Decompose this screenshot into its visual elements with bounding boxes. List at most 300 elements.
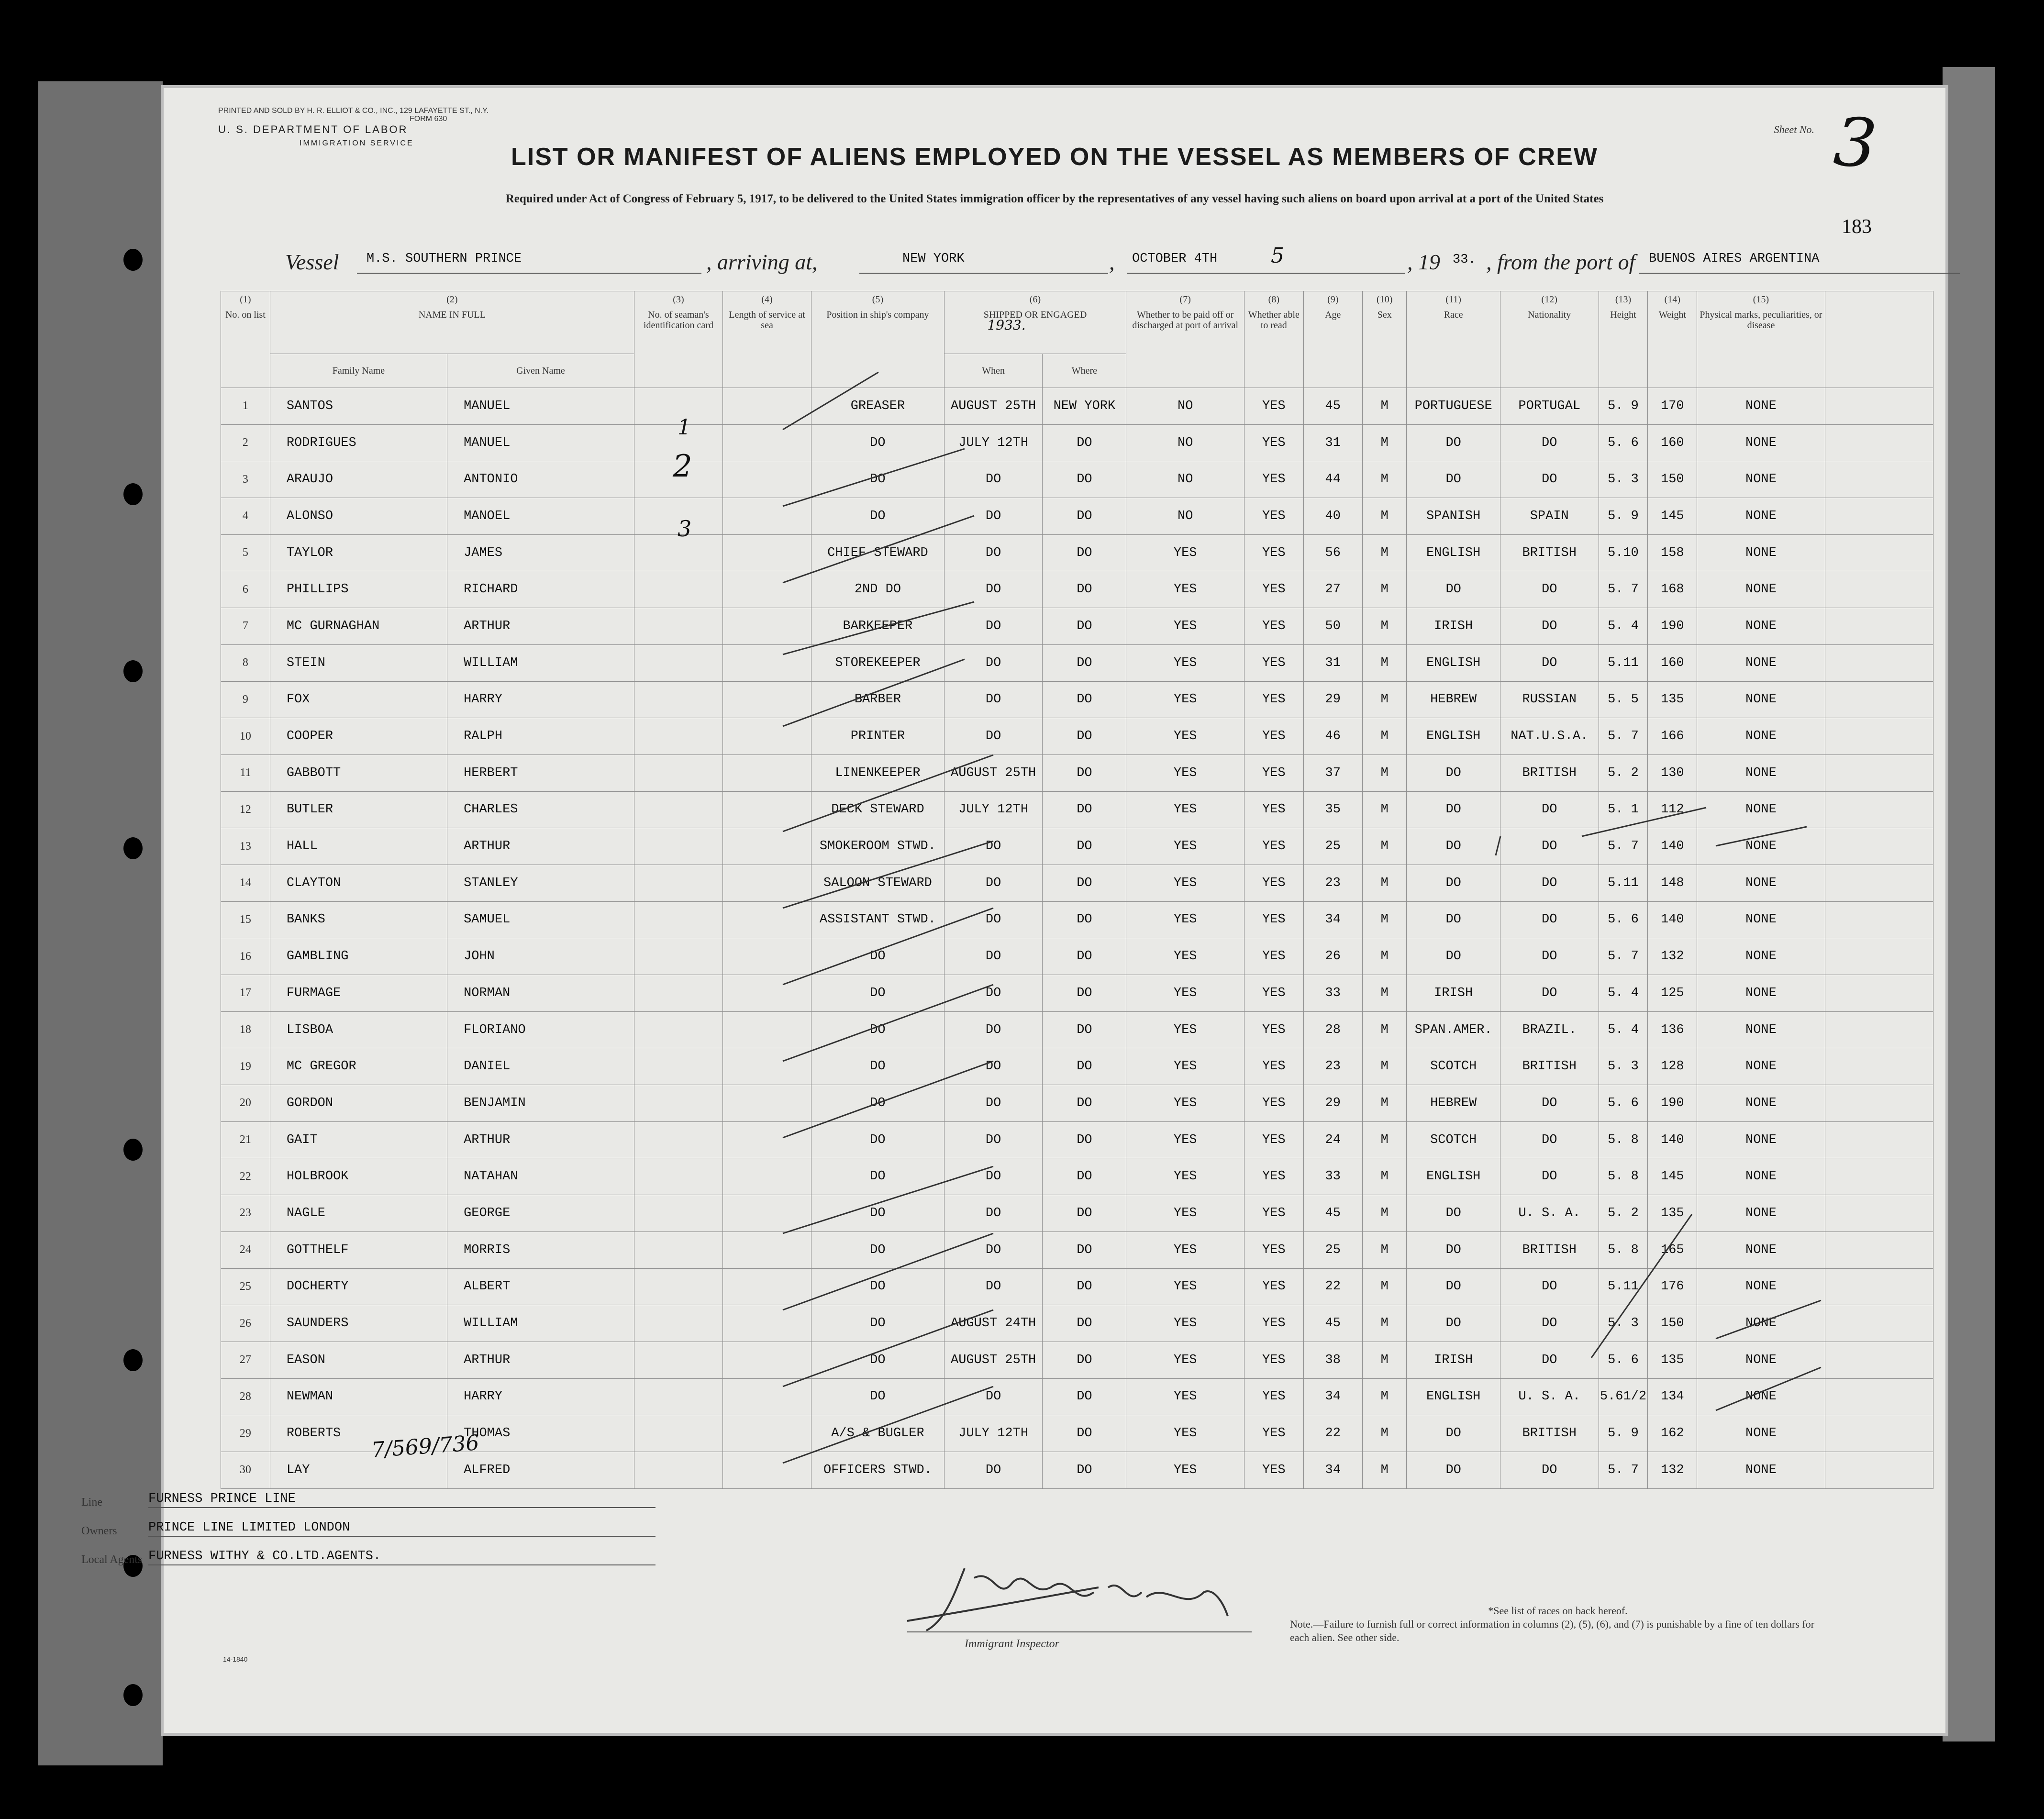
physical-marks-cell: NONE — [1697, 498, 1825, 535]
shipped-when-cell: DO — [944, 681, 1043, 718]
height-cell: 5. 6 — [1599, 901, 1648, 938]
shipped-where-cell: DO — [1043, 718, 1126, 755]
weight-cell: 140 — [1648, 1121, 1697, 1158]
age-cell: 23 — [1303, 865, 1362, 901]
position-cell: DO — [811, 1268, 944, 1305]
race-cell: PORTUGUESE — [1407, 388, 1500, 425]
race-cell: HEBREW — [1407, 681, 1500, 718]
weight-cell: 135 — [1648, 681, 1697, 718]
position-cell: LINENKEEPER — [811, 754, 944, 791]
line-value: FURNESS PRINCE LINE — [148, 1492, 296, 1506]
given-name-cell: ARTHUR — [447, 608, 634, 645]
able-read-cell: YES — [1244, 1452, 1303, 1488]
sex-cell: M — [1362, 534, 1407, 571]
paid-off-cell: YES — [1126, 754, 1244, 791]
able-read-cell: YES — [1244, 828, 1303, 865]
sheet-number-label: Sheet No. — [1774, 123, 1814, 135]
paid-off-cell: YES — [1126, 1158, 1244, 1195]
shipped-where-cell: DO — [1043, 1048, 1126, 1085]
header-length-service: Length of service at sea — [723, 308, 811, 388]
family-name-cell: PHILLIPS — [270, 571, 447, 608]
race-cell: HEBREW — [1407, 1085, 1500, 1122]
race-cell: SPAN.AMER. — [1407, 1011, 1500, 1048]
physical-marks-cell: NONE — [1697, 608, 1825, 645]
shipped-where-cell: DO — [1043, 901, 1126, 938]
height-cell: 5. 7 — [1599, 938, 1648, 975]
shipped-when-cell: JULY 12TH — [944, 791, 1043, 828]
position-cell: SALOON STEWARD — [811, 865, 944, 901]
weight-cell: 190 — [1648, 608, 1697, 645]
paid-off-cell: YES — [1126, 1195, 1244, 1232]
nationality-cell: DO — [1500, 901, 1599, 938]
physical-marks-cell: NONE — [1697, 461, 1825, 498]
given-name-cell: THOMAS — [447, 1415, 634, 1452]
weight-cell: 140 — [1648, 828, 1697, 865]
header-shipped-label: SHIPPED OR ENGAGED — [983, 310, 1087, 320]
given-name-cell: GEORGE — [447, 1195, 634, 1232]
sex-cell: M — [1362, 718, 1407, 755]
race-cell: DO — [1407, 1231, 1500, 1268]
race-cell: DO — [1407, 791, 1500, 828]
given-name-cell: ARTHUR — [447, 1121, 634, 1158]
row-number-cell: 15 — [221, 901, 270, 938]
physical-marks-cell: NONE — [1697, 1231, 1825, 1268]
age-cell: 31 — [1303, 644, 1362, 681]
row-number-cell: 2 — [221, 424, 270, 461]
col-number: (3) — [634, 291, 722, 308]
paid-off-cell: YES — [1126, 1305, 1244, 1342]
given-name-cell: MANUEL — [447, 424, 634, 461]
paid-off-cell: YES — [1126, 1342, 1244, 1378]
punch-hole — [123, 837, 143, 859]
paid-off-cell: NO — [1126, 461, 1244, 498]
able-read-cell: YES — [1244, 1378, 1303, 1415]
family-name-cell: FURMAGE — [270, 975, 447, 1012]
shipped-when-cell: DO — [944, 534, 1043, 571]
card-mark-1: 1 — [678, 415, 691, 440]
shipped-when-cell: DO — [944, 571, 1043, 608]
height-cell: 5. 6 — [1599, 424, 1648, 461]
header-when: When — [944, 354, 1043, 388]
shipped-when-cell: DO — [944, 718, 1043, 755]
position-cell: DO — [811, 1085, 944, 1122]
shipped-where-cell: DO — [1043, 1158, 1126, 1195]
sex-cell: M — [1362, 681, 1407, 718]
from-port-label: , from the port of — [1486, 250, 1635, 274]
position-cell: DO — [811, 938, 944, 975]
family-name-cell: RODRIGUES — [270, 424, 447, 461]
line-label: Line — [81, 1496, 102, 1508]
race-cell: DO — [1407, 901, 1500, 938]
punch-hole — [123, 1139, 143, 1161]
height-cell: 5. 7 — [1599, 571, 1648, 608]
nationality-cell: U. S. A. — [1500, 1378, 1599, 1415]
header-name-in-full: NAME IN FULL — [270, 308, 634, 354]
col-number: (12) — [1500, 291, 1599, 308]
form-number-bottom: 14-1840 — [223, 1655, 248, 1663]
shipped-where-cell: DO — [1043, 681, 1126, 718]
shipped-where-cell: DO — [1043, 1011, 1126, 1048]
weight-cell: 190 — [1648, 1085, 1697, 1122]
able-read-cell: YES — [1244, 498, 1303, 535]
able-read-cell: YES — [1244, 1011, 1303, 1048]
given-name-cell: SAMUEL — [447, 901, 634, 938]
row-number-cell: 29 — [221, 1415, 270, 1452]
shipped-when-cell: JULY 12TH — [944, 1415, 1043, 1452]
family-name-cell: DOCHERTY — [270, 1268, 447, 1305]
height-cell: 5. 3 — [1599, 1048, 1648, 1085]
header-where: Where — [1043, 354, 1126, 388]
able-read-cell: YES — [1244, 534, 1303, 571]
header-seaman-id: No. of seaman's identification card — [634, 308, 722, 388]
given-name-cell: WILLIAM — [447, 644, 634, 681]
agents-label: Local Agents — [81, 1553, 143, 1566]
family-name-cell: HALL — [270, 828, 447, 865]
row-number-cell: 13 — [221, 828, 270, 865]
physical-marks-cell: NONE — [1697, 791, 1825, 828]
given-name-cell: JAMES — [447, 534, 634, 571]
family-name-cell: FOX — [270, 681, 447, 718]
nationality-cell: DO — [1500, 975, 1599, 1012]
height-cell: 5. 6 — [1599, 1342, 1648, 1378]
shipped-when-cell: AUGUST 24TH — [944, 1305, 1043, 1342]
nationality-cell: RUSSIAN — [1500, 681, 1599, 718]
able-read-cell: YES — [1244, 1231, 1303, 1268]
race-cell: DO — [1407, 1305, 1500, 1342]
height-cell: 5. 2 — [1599, 754, 1648, 791]
shipped-when-cell: DO — [944, 644, 1043, 681]
sex-cell: M — [1362, 608, 1407, 645]
weight-cell: 140 — [1648, 901, 1697, 938]
header-no-on-list: No. on list — [221, 308, 270, 388]
paid-off-cell: YES — [1126, 828, 1244, 865]
able-read-cell: YES — [1244, 571, 1303, 608]
family-name-cell: LAY — [270, 1452, 447, 1488]
col-number: (1) — [221, 291, 270, 308]
vessel-name: M.S. SOUTHERN PRINCE — [367, 252, 522, 266]
page-subtitle: Required under Act of Congress of February 5, 1917, to be delivered to the United States immigration officer by the representatives of any vessel having such aliens on board upon arrival at a port of the United States — [505, 192, 1604, 205]
family-name-cell: STEIN — [270, 644, 447, 681]
shipped-where-cell: DO — [1043, 534, 1126, 571]
physical-marks-cell: NONE — [1697, 1121, 1825, 1158]
height-cell: 5.11 — [1599, 865, 1648, 901]
family-name-cell: CLAYTON — [270, 865, 447, 901]
given-name-cell: HARRY — [447, 1378, 634, 1415]
position-cell: DO — [811, 975, 944, 1012]
col-number: (5) — [811, 291, 944, 308]
position-cell: DO — [811, 1378, 944, 1415]
header-family-name: Family Name — [270, 354, 447, 388]
position-cell: DECK STEWARD — [811, 791, 944, 828]
height-cell: 5.11 — [1599, 644, 1648, 681]
weight-cell: 166 — [1648, 718, 1697, 755]
shipped-when-cell: DO — [944, 1158, 1043, 1195]
age-cell: 22 — [1303, 1268, 1362, 1305]
shipped-where-cell: DO — [1043, 1268, 1126, 1305]
paid-off-cell: YES — [1126, 1231, 1244, 1268]
paid-off-cell: YES — [1126, 608, 1244, 645]
position-cell: CHIEF STEWARD — [811, 534, 944, 571]
family-name-cell: NEWMAN — [270, 1378, 447, 1415]
shipped-where-cell: DO — [1043, 975, 1126, 1012]
card-mark-2: 2 — [673, 449, 692, 484]
page-number: 183 — [1842, 216, 1872, 238]
weight-cell: 132 — [1648, 1452, 1697, 1488]
position-cell: DO — [811, 1158, 944, 1195]
race-cell: DO — [1407, 754, 1500, 791]
able-read-cell: YES — [1244, 901, 1303, 938]
shipped-where-cell: DO — [1043, 1415, 1126, 1452]
nationality-cell: DO — [1500, 938, 1599, 975]
printer-line: PRINTED AND SOLD BY H. R. ELLIOT & CO., INC., 129 LAFAYETTE ST., N.Y. — [218, 107, 489, 115]
paid-off-cell: YES — [1126, 681, 1244, 718]
position-cell: STOREKEEPER — [811, 644, 944, 681]
nationality-cell: NAT.U.S.A. — [1500, 718, 1599, 755]
given-name-cell: NORMAN — [447, 975, 634, 1012]
paid-off-cell: YES — [1126, 1121, 1244, 1158]
nationality-cell: DO — [1500, 1085, 1599, 1122]
sex-cell: M — [1362, 1121, 1407, 1158]
header-race: Race — [1407, 308, 1500, 388]
nationality-cell: DO — [1500, 1121, 1599, 1158]
sex-cell: M — [1362, 1231, 1407, 1268]
race-cell: DO — [1407, 1452, 1500, 1488]
position-cell: A/S & BUGLER — [811, 1415, 944, 1452]
row-number-cell: 22 — [221, 1158, 270, 1195]
form-number-top: FORM 630 — [410, 115, 447, 123]
row-number-cell: 8 — [221, 644, 270, 681]
able-read-cell: YES — [1244, 644, 1303, 681]
sex-cell: M — [1362, 1268, 1407, 1305]
row-number-cell: 14 — [221, 865, 270, 901]
age-cell: 45 — [1303, 1305, 1362, 1342]
arrival-date-correction: 5 — [1271, 244, 1284, 268]
row-number-cell: 12 — [221, 791, 270, 828]
age-cell: 56 — [1303, 534, 1362, 571]
weight-cell: 150 — [1648, 1305, 1697, 1342]
race-cell: ENGLISH — [1407, 718, 1500, 755]
age-cell: 44 — [1303, 461, 1362, 498]
able-read-cell: YES — [1244, 1048, 1303, 1085]
shipped-where-cell: DO — [1043, 1378, 1126, 1415]
row-number-cell: 19 — [221, 1048, 270, 1085]
physical-marks-cell: NONE — [1697, 938, 1825, 975]
height-cell: 5.61/2 — [1599, 1378, 1648, 1415]
footer-fields — [81, 1483, 655, 1569]
shipped-where-cell: DO — [1043, 424, 1126, 461]
paid-off-cell: YES — [1126, 938, 1244, 975]
weight-cell: 170 — [1648, 388, 1697, 425]
race-cell: DO — [1407, 461, 1500, 498]
shipped-where-cell: DO — [1043, 828, 1126, 865]
races-note: *See list of races on back hereof. — [1488, 1605, 1628, 1617]
able-read-cell: YES — [1244, 791, 1303, 828]
physical-marks-cell: NONE — [1697, 828, 1825, 865]
family-name-cell: HOLBROOK — [270, 1158, 447, 1195]
paid-off-cell: YES — [1126, 791, 1244, 828]
shipped-when-cell: DO — [944, 938, 1043, 975]
position-cell: PRINTER — [811, 718, 944, 755]
sex-cell: M — [1362, 865, 1407, 901]
race-cell: SCOTCH — [1407, 1048, 1500, 1085]
shipped-when-cell: JULY 12TH — [944, 424, 1043, 461]
age-cell: 46 — [1303, 718, 1362, 755]
height-cell: 5. 2 — [1599, 1195, 1648, 1232]
sex-cell: M — [1362, 1378, 1407, 1415]
weight-cell: 145 — [1648, 498, 1697, 535]
col-number: (2) — [270, 291, 634, 308]
able-read-cell: YES — [1244, 865, 1303, 901]
sex-cell: M — [1362, 938, 1407, 975]
sex-cell: M — [1362, 498, 1407, 535]
age-cell: 45 — [1303, 388, 1362, 425]
age-cell: 23 — [1303, 1048, 1362, 1085]
given-name-cell: STANLEY — [447, 865, 634, 901]
row-number-cell: 17 — [221, 975, 270, 1012]
height-cell: 5. 4 — [1599, 1011, 1648, 1048]
punch-hole — [123, 660, 143, 682]
paid-off-cell: YES — [1126, 718, 1244, 755]
weight-cell: 145 — [1648, 1158, 1697, 1195]
year-prefix: , 19 — [1407, 250, 1440, 274]
sex-cell: M — [1362, 1158, 1407, 1195]
shipped-when-cell: DO — [944, 1195, 1043, 1232]
physical-marks-cell: NONE — [1697, 681, 1825, 718]
physical-marks-cell: NONE — [1697, 534, 1825, 571]
age-cell: 25 — [1303, 1231, 1362, 1268]
physical-marks-cell: NONE — [1697, 1048, 1825, 1085]
row-number-cell: 4 — [221, 498, 270, 535]
position-cell: DO — [811, 1195, 944, 1232]
given-name-cell: MANUEL — [447, 388, 634, 425]
family-name-cell: GOTTHELF — [270, 1231, 447, 1268]
able-read-cell: YES — [1244, 608, 1303, 645]
col-number: (9) — [1303, 291, 1362, 308]
shipped-when-cell: DO — [944, 865, 1043, 901]
vessel-line: Vessel M.S. SOUTHERN PRINCE , arriving at, NEW YORK , OCTOBER 4TH 5 , 19 33. , from the port of BUENOS AIRES ARGENTINA — [285, 248, 1833, 277]
row-number-cell: 10 — [221, 718, 270, 755]
shipped-when-cell: DO — [944, 1452, 1043, 1488]
height-cell: 5. 7 — [1599, 1452, 1648, 1488]
given-name-cell: JOHN — [447, 938, 634, 975]
weight-cell: 135 — [1648, 1342, 1697, 1378]
sex-cell: M — [1362, 1342, 1407, 1378]
col-number: (10) — [1362, 291, 1407, 308]
age-cell: 34 — [1303, 1452, 1362, 1488]
race-cell: IRISH — [1407, 608, 1500, 645]
header-nationality: Nationality — [1500, 308, 1599, 388]
weight-cell: 148 — [1648, 865, 1697, 901]
position-cell: DO — [811, 1048, 944, 1085]
sex-cell: M — [1362, 791, 1407, 828]
shipped-where-cell: DO — [1043, 461, 1126, 498]
sex-cell: M — [1362, 424, 1407, 461]
header-age: Age — [1303, 308, 1362, 388]
height-cell: 5.10 — [1599, 534, 1648, 571]
nationality-cell: DO — [1500, 1305, 1599, 1342]
weight-cell: 136 — [1648, 1011, 1697, 1048]
nationality-cell: U. S. A. — [1500, 1195, 1599, 1232]
col-number: (15) — [1697, 291, 1825, 308]
nationality-cell: DO — [1500, 424, 1599, 461]
header-height: Height — [1599, 308, 1648, 388]
shipped-when-cell: DO — [944, 1085, 1043, 1122]
paid-off-cell: YES — [1126, 975, 1244, 1012]
paid-off-cell: YES — [1126, 901, 1244, 938]
age-cell: 24 — [1303, 1121, 1362, 1158]
race-cell: ENGLISH — [1407, 1158, 1500, 1195]
nationality-cell: BRAZIL. — [1500, 1011, 1599, 1048]
paid-off-cell: YES — [1126, 1011, 1244, 1048]
age-cell: 45 — [1303, 1195, 1362, 1232]
owners-label: Owners — [81, 1525, 117, 1537]
race-cell: DO — [1407, 1415, 1500, 1452]
row-number-cell: 27 — [221, 1342, 270, 1378]
family-name-cell: ARAUJO — [270, 461, 447, 498]
sex-cell: M — [1362, 571, 1407, 608]
physical-marks-cell: NONE — [1697, 424, 1825, 461]
given-name-cell: DANIEL — [447, 1048, 634, 1085]
height-cell: 5. 4 — [1599, 608, 1648, 645]
given-name-cell: WILLIAM — [447, 1305, 634, 1342]
agents-value: FURNESS WITHY & CO.LTD.AGENTS. — [148, 1549, 381, 1564]
paid-off-cell: YES — [1126, 571, 1244, 608]
sex-cell: M — [1362, 644, 1407, 681]
given-name-cell: HARRY — [447, 681, 634, 718]
position-cell: DO — [811, 498, 944, 535]
shipped-where-cell: DO — [1043, 608, 1126, 645]
given-name-cell: MANOEL — [447, 498, 634, 535]
able-read-cell: YES — [1244, 1121, 1303, 1158]
row-number-cell: 23 — [221, 1195, 270, 1232]
given-name-cell: ARTHUR — [447, 1342, 634, 1378]
family-name-cell: GABBOTT — [270, 754, 447, 791]
able-read-cell: YES — [1244, 754, 1303, 791]
header-position: Position in ship's company — [811, 308, 944, 388]
weight-cell: 162 — [1648, 1415, 1697, 1452]
position-cell: DO — [811, 424, 944, 461]
able-read-cell: YES — [1244, 388, 1303, 425]
physical-marks-cell: NONE — [1697, 1342, 1825, 1378]
physical-marks-cell: NONE — [1697, 1158, 1825, 1195]
shipped-where-cell: DO — [1043, 791, 1126, 828]
row-number-cell: 6 — [221, 571, 270, 608]
shipped-when-cell: DO — [944, 1011, 1043, 1048]
family-name-cell: MC GURNAGHAN — [270, 608, 447, 645]
sex-cell: M — [1362, 1048, 1407, 1085]
able-read-cell: YES — [1244, 1415, 1303, 1452]
given-name-cell: MORRIS — [447, 1231, 634, 1268]
col-number: (7) — [1126, 291, 1244, 308]
able-read-cell: YES — [1244, 1305, 1303, 1342]
sex-cell: M — [1362, 975, 1407, 1012]
height-cell: 5. 6 — [1599, 1085, 1648, 1122]
row-number-cell: 1 — [221, 388, 270, 425]
inspector-signature — [898, 1549, 1242, 1635]
sex-cell: M — [1362, 901, 1407, 938]
given-name-cell: ANTONIO — [447, 461, 634, 498]
race-cell: DO — [1407, 424, 1500, 461]
shipped-where-cell: DO — [1043, 865, 1126, 901]
age-cell: 33 — [1303, 975, 1362, 1012]
shipped-where-cell: DO — [1043, 1231, 1126, 1268]
weight-cell: 160 — [1648, 644, 1697, 681]
family-name-cell: ROBERTS — [270, 1415, 447, 1452]
race-cell: ENGLISH — [1407, 1378, 1500, 1415]
shipped-where-cell: DO — [1043, 1195, 1126, 1232]
position-cell: DO — [811, 1231, 944, 1268]
penalty-note: Note.—Failure to furnish full or correct information in columns (2), (5), (6), and (7) is punishable by a fine of ten dollars for each alien. See other side. — [1290, 1618, 1815, 1643]
